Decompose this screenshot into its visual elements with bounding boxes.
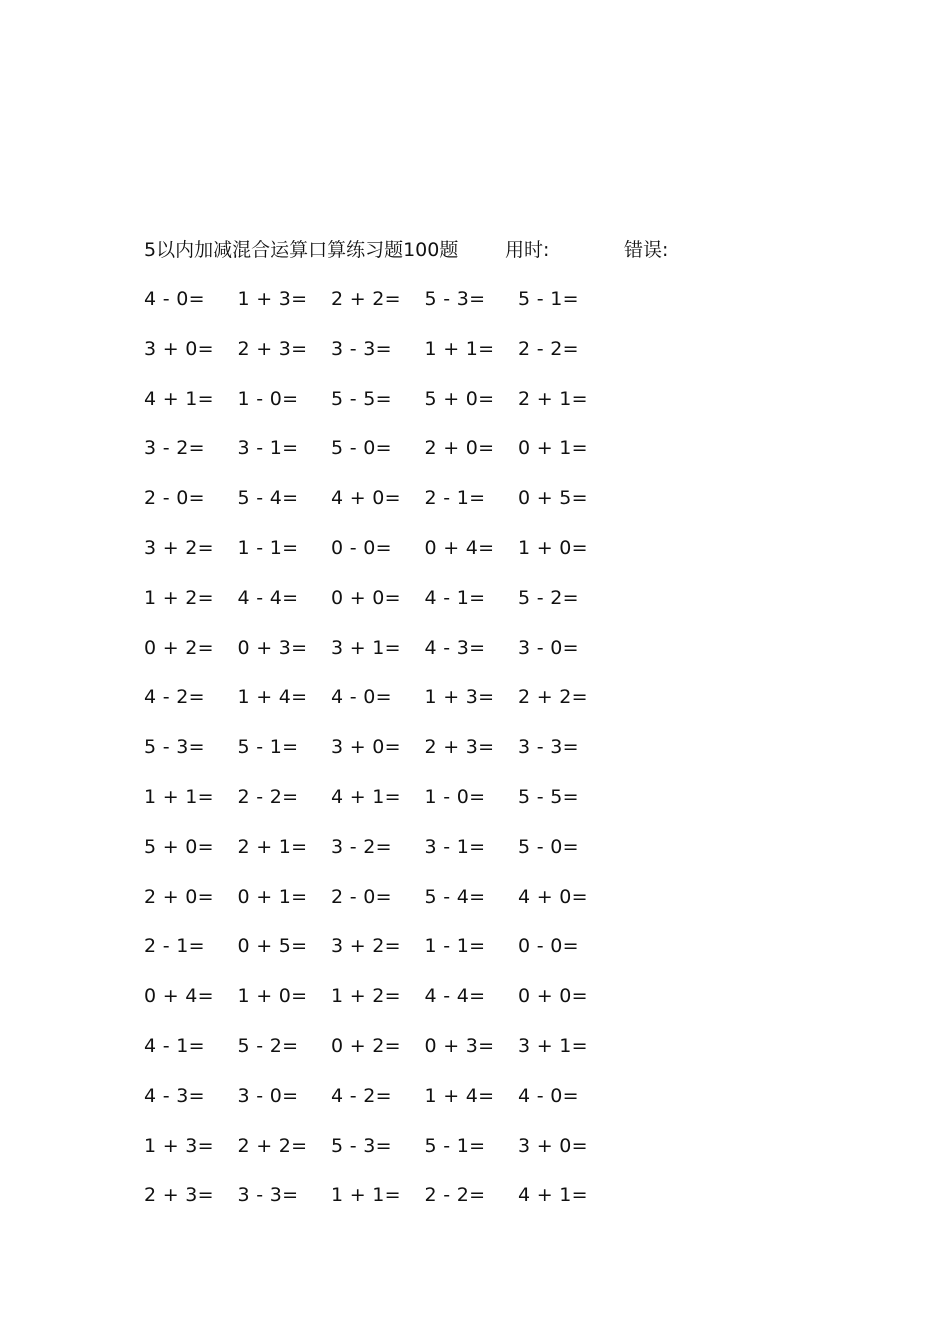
errors-label: 错误: <box>624 239 669 261</box>
problem-item: 4 + 1= <box>518 1184 588 1207</box>
problem-item: 2 + 2= <box>331 288 401 310</box>
worksheet-header <box>144 236 764 264</box>
problem-row <box>144 336 624 386</box>
problem-row <box>144 485 624 535</box>
problem-item: 4 + 1= <box>144 387 214 410</box>
problem-row <box>144 784 624 834</box>
problem-item: 4 - 0= <box>144 288 205 310</box>
problem-item: 5 - 0= <box>331 437 392 460</box>
problem-item: 1 + 4= <box>424 1084 495 1107</box>
problem-row <box>144 684 624 734</box>
problem-item: 5 - 2= <box>518 586 579 609</box>
problem-row <box>144 1083 624 1133</box>
problem-item: 2 - 2= <box>237 785 299 808</box>
problem-item: 4 - 0= <box>518 1084 579 1107</box>
problem-item: 2 + 2= <box>237 1134 308 1157</box>
problem-row <box>144 1182 624 1232</box>
problem-item: 1 + 1= <box>144 785 214 808</box>
problem-item: 0 + 4= <box>144 985 214 1008</box>
problem-item: 3 + 1= <box>518 1034 588 1057</box>
problem-item: 0 + 3= <box>237 636 308 659</box>
problem-item: 0 - 0= <box>518 935 579 958</box>
problem-item: 2 - 1= <box>424 487 486 510</box>
problem-item: 4 - 1= <box>424 586 486 609</box>
problem-row <box>144 635 624 685</box>
problem-item: 1 - 0= <box>237 387 299 410</box>
problem-item: 4 - 4= <box>424 985 486 1008</box>
problem-item: 1 + 0= <box>237 985 308 1008</box>
problem-item: 1 + 3= <box>144 1134 214 1157</box>
problem-item: 0 + 5= <box>518 487 588 510</box>
problem-item: 1 + 4= <box>237 686 308 709</box>
problem-item: 1 + 3= <box>237 288 308 310</box>
problem-item: 5 - 3= <box>331 1134 392 1157</box>
problem-row <box>144 933 624 983</box>
problem-item: 3 - 3= <box>518 736 579 759</box>
problem-item: 3 - 3= <box>331 337 392 360</box>
problem-item: 3 - 2= <box>144 437 205 460</box>
problem-item: 5 - 1= <box>518 288 579 310</box>
problem-item: 1 - 1= <box>424 935 486 958</box>
problem-row <box>144 435 624 485</box>
problem-item: 3 + 2= <box>331 935 401 958</box>
problem-item: 4 - 3= <box>424 636 486 659</box>
problem-item: 5 - 3= <box>144 736 205 759</box>
problem-item: 4 - 2= <box>331 1084 392 1107</box>
problem-item: 3 + 0= <box>331 736 401 759</box>
problem-row <box>144 535 624 585</box>
problem-item: 5 + 0= <box>424 387 495 410</box>
problem-item: 4 - 3= <box>144 1084 205 1107</box>
problem-item: 4 - 0= <box>331 686 392 709</box>
problem-item: 2 - 0= <box>331 885 392 908</box>
problem-item: 1 + 1= <box>331 1184 401 1207</box>
problem-row <box>144 734 624 784</box>
problem-item: 1 + 2= <box>144 586 214 609</box>
problem-grid <box>144 286 624 1232</box>
problem-row <box>144 286 624 336</box>
problem-row <box>144 585 624 635</box>
problem-item: 3 + 0= <box>144 337 214 360</box>
problem-item: 5 - 1= <box>237 736 299 759</box>
problem-item: 0 + 0= <box>518 985 588 1008</box>
problem-item: 4 - 4= <box>237 586 299 609</box>
problem-item: 2 + 0= <box>424 437 495 460</box>
problem-item: 5 - 4= <box>237 487 299 510</box>
time-label: 用时: <box>505 239 550 261</box>
problem-item: 5 - 3= <box>424 288 486 310</box>
problem-row <box>144 1033 624 1083</box>
problem-item: 2 - 2= <box>518 337 579 360</box>
problem-item: 2 - 2= <box>424 1184 486 1207</box>
worksheet-title: 5以内加减混合运算口算练习题100题 <box>144 239 459 261</box>
problem-item: 0 + 5= <box>237 935 308 958</box>
problem-item: 0 + 1= <box>237 885 308 908</box>
problem-item: 5 - 1= <box>424 1134 486 1157</box>
problem-item: 4 - 2= <box>144 686 205 709</box>
problem-item: 5 + 0= <box>144 835 214 858</box>
problem-row <box>144 386 624 436</box>
problem-item: 2 + 3= <box>144 1184 214 1207</box>
problem-item: 0 + 4= <box>424 536 495 559</box>
problem-item: 3 - 3= <box>237 1184 299 1207</box>
problem-row <box>144 834 624 884</box>
problem-item: 2 + 2= <box>518 686 588 709</box>
problem-item: 2 + 3= <box>237 337 308 360</box>
problem-item: 0 - 0= <box>331 536 392 559</box>
problem-item: 3 - 2= <box>331 835 392 858</box>
problem-item: 1 + 0= <box>518 536 588 559</box>
problem-item: 3 + 2= <box>144 536 214 559</box>
problem-item: 3 - 1= <box>424 835 486 858</box>
problem-item: 4 + 0= <box>331 487 401 510</box>
problem-item: 2 + 1= <box>518 387 588 410</box>
problem-item: 2 - 1= <box>144 935 205 958</box>
problem-item: 0 + 0= <box>331 586 401 609</box>
problem-item: 1 + 1= <box>424 337 495 360</box>
problem-item: 4 + 1= <box>331 785 401 808</box>
problem-item: 2 + 3= <box>424 736 495 759</box>
problem-item: 0 + 2= <box>144 636 214 659</box>
problem-item: 3 + 1= <box>331 636 401 659</box>
problem-row <box>144 1133 624 1183</box>
problem-item: 0 + 1= <box>518 437 588 460</box>
problem-item: 5 - 5= <box>331 387 392 410</box>
problem-item: 2 + 1= <box>237 835 308 858</box>
problem-item: 2 + 0= <box>144 885 214 908</box>
problem-item: 4 - 1= <box>144 1034 205 1057</box>
problem-row <box>144 884 624 934</box>
problem-item: 1 - 1= <box>237 536 299 559</box>
problem-item: 0 + 2= <box>331 1034 401 1057</box>
problem-item: 4 + 0= <box>518 885 588 908</box>
problem-item: 3 - 1= <box>237 437 299 460</box>
problem-item: 5 - 0= <box>518 835 579 858</box>
problem-item: 3 - 0= <box>237 1084 299 1107</box>
problem-item: 3 - 0= <box>518 636 579 659</box>
problem-item: 2 - 0= <box>144 487 205 510</box>
problem-item: 0 + 3= <box>424 1034 495 1057</box>
problem-item: 1 + 3= <box>424 686 495 709</box>
problem-item: 1 + 2= <box>331 985 401 1008</box>
problem-item: 5 - 2= <box>237 1034 299 1057</box>
problem-item: 5 - 5= <box>518 785 579 808</box>
problem-item: 3 + 0= <box>518 1134 588 1157</box>
problem-row <box>144 983 624 1033</box>
problem-item: 1 - 0= <box>424 785 486 808</box>
problem-item: 5 - 4= <box>424 885 486 908</box>
